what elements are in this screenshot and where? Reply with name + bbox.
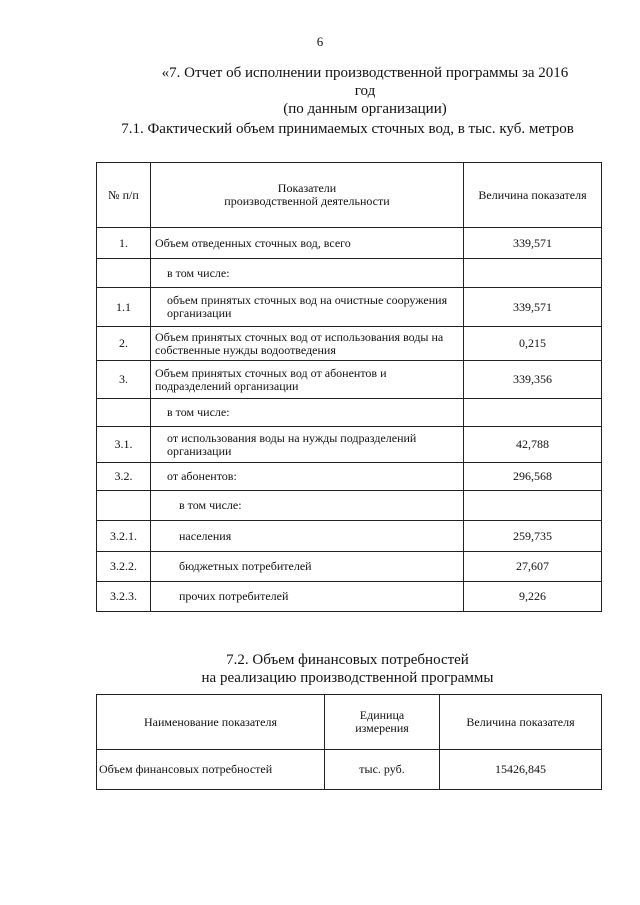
row-value [464, 491, 602, 521]
row-num: 3.2.1. [97, 521, 151, 552]
header-value: Величина показателя [464, 163, 602, 228]
row-num [97, 491, 151, 521]
row-name: Объем отведенных сточных вод, всего [151, 228, 464, 259]
row-name: в том числе: [151, 259, 464, 288]
table-row [97, 228, 602, 259]
section-7-2-heading-line1: 7.2. Объем финансовых потребностей [226, 652, 469, 668]
row-num [97, 259, 151, 288]
row-value: 259,735 [464, 521, 602, 552]
row-value: 42,788 [464, 427, 602, 463]
row-num: 3.2. [97, 463, 151, 491]
header-unit [325, 695, 440, 750]
table-row [97, 399, 602, 427]
table-header-row [97, 695, 602, 750]
row-value [464, 259, 602, 288]
table-row [97, 361, 602, 399]
table-row [97, 582, 602, 612]
table-row [97, 288, 602, 327]
row-value: 339,571 [464, 228, 602, 259]
header-indicator-line2: производственной деятельности [224, 194, 390, 208]
row-name: населения [151, 521, 464, 552]
header-value: Величина показателя [440, 695, 602, 750]
row-value: 339,571 [464, 288, 602, 327]
table-row [97, 327, 602, 361]
table-header-row [97, 163, 602, 228]
row-name: бюджетных потребителей [151, 552, 464, 582]
row-num: 3.2.2. [97, 552, 151, 582]
section-7-title [150, 64, 580, 118]
row-unit: тыс. руб. [325, 750, 440, 790]
table-row [97, 427, 602, 463]
row-name: Объем финансовых потребностей [97, 750, 325, 790]
row-num: 1.1 [97, 288, 151, 327]
table-row [97, 259, 602, 288]
row-name: Объем принятых сточных вод от использования воды на собственные нужды водоотведения [151, 327, 464, 361]
row-num: 3.2.3. [97, 582, 151, 612]
row-value [464, 399, 602, 427]
row-num: 1. [97, 228, 151, 259]
section-7-title-line1: «7. Отчет об исполнении производственной программы за 2016 год [161, 65, 569, 99]
row-name: прочих потребителей [151, 582, 464, 612]
header-name: Наименование показателя [97, 695, 325, 750]
row-name: в том числе: [151, 399, 464, 427]
header-unit-line2: измерения [355, 721, 409, 735]
page-number: 6 [316, 34, 324, 49]
row-num: 3.1. [97, 427, 151, 463]
row-name: объем принятых сточных вод на очистные сооружения организации [151, 288, 464, 327]
row-num: 2. [97, 327, 151, 361]
table-row [97, 750, 602, 790]
row-value: 296,568 [464, 463, 602, 491]
header-indicator-line1: Показатели [277, 181, 337, 195]
section-7-title-line2: (по данным организации) [283, 101, 447, 117]
table-row [97, 463, 602, 491]
header-indicator [151, 163, 464, 228]
row-value: 9,226 [464, 582, 602, 612]
table-row [97, 491, 602, 521]
row-name: в том числе: [151, 491, 464, 521]
wastewater-volume-table [96, 162, 602, 612]
section-7-1-heading: 7.1. Фактический объем принимаемых сточных вод, в тыс. куб. метров [121, 121, 574, 137]
row-num [97, 399, 151, 427]
row-name: от абонентов: [151, 463, 464, 491]
row-name: от использования воды на нужды подразделений организации [151, 427, 464, 463]
row-value: 27,607 [464, 552, 602, 582]
section-7-2-heading-line2: на реализацию производственной программы [201, 670, 494, 686]
table-row [97, 552, 602, 582]
financial-needs-table [96, 694, 602, 790]
row-value: 15426,845 [440, 750, 602, 790]
row-value: 0,215 [464, 327, 602, 361]
header-unit-line1: Единица [359, 708, 405, 722]
header-num: № п/п [97, 163, 151, 228]
table-row [97, 521, 602, 552]
row-num: 3. [97, 361, 151, 399]
section-7-2-heading [95, 651, 600, 687]
row-value: 339,356 [464, 361, 602, 399]
row-name: Объем принятых сточных вод от абонентов и подразделений организации [151, 361, 464, 399]
